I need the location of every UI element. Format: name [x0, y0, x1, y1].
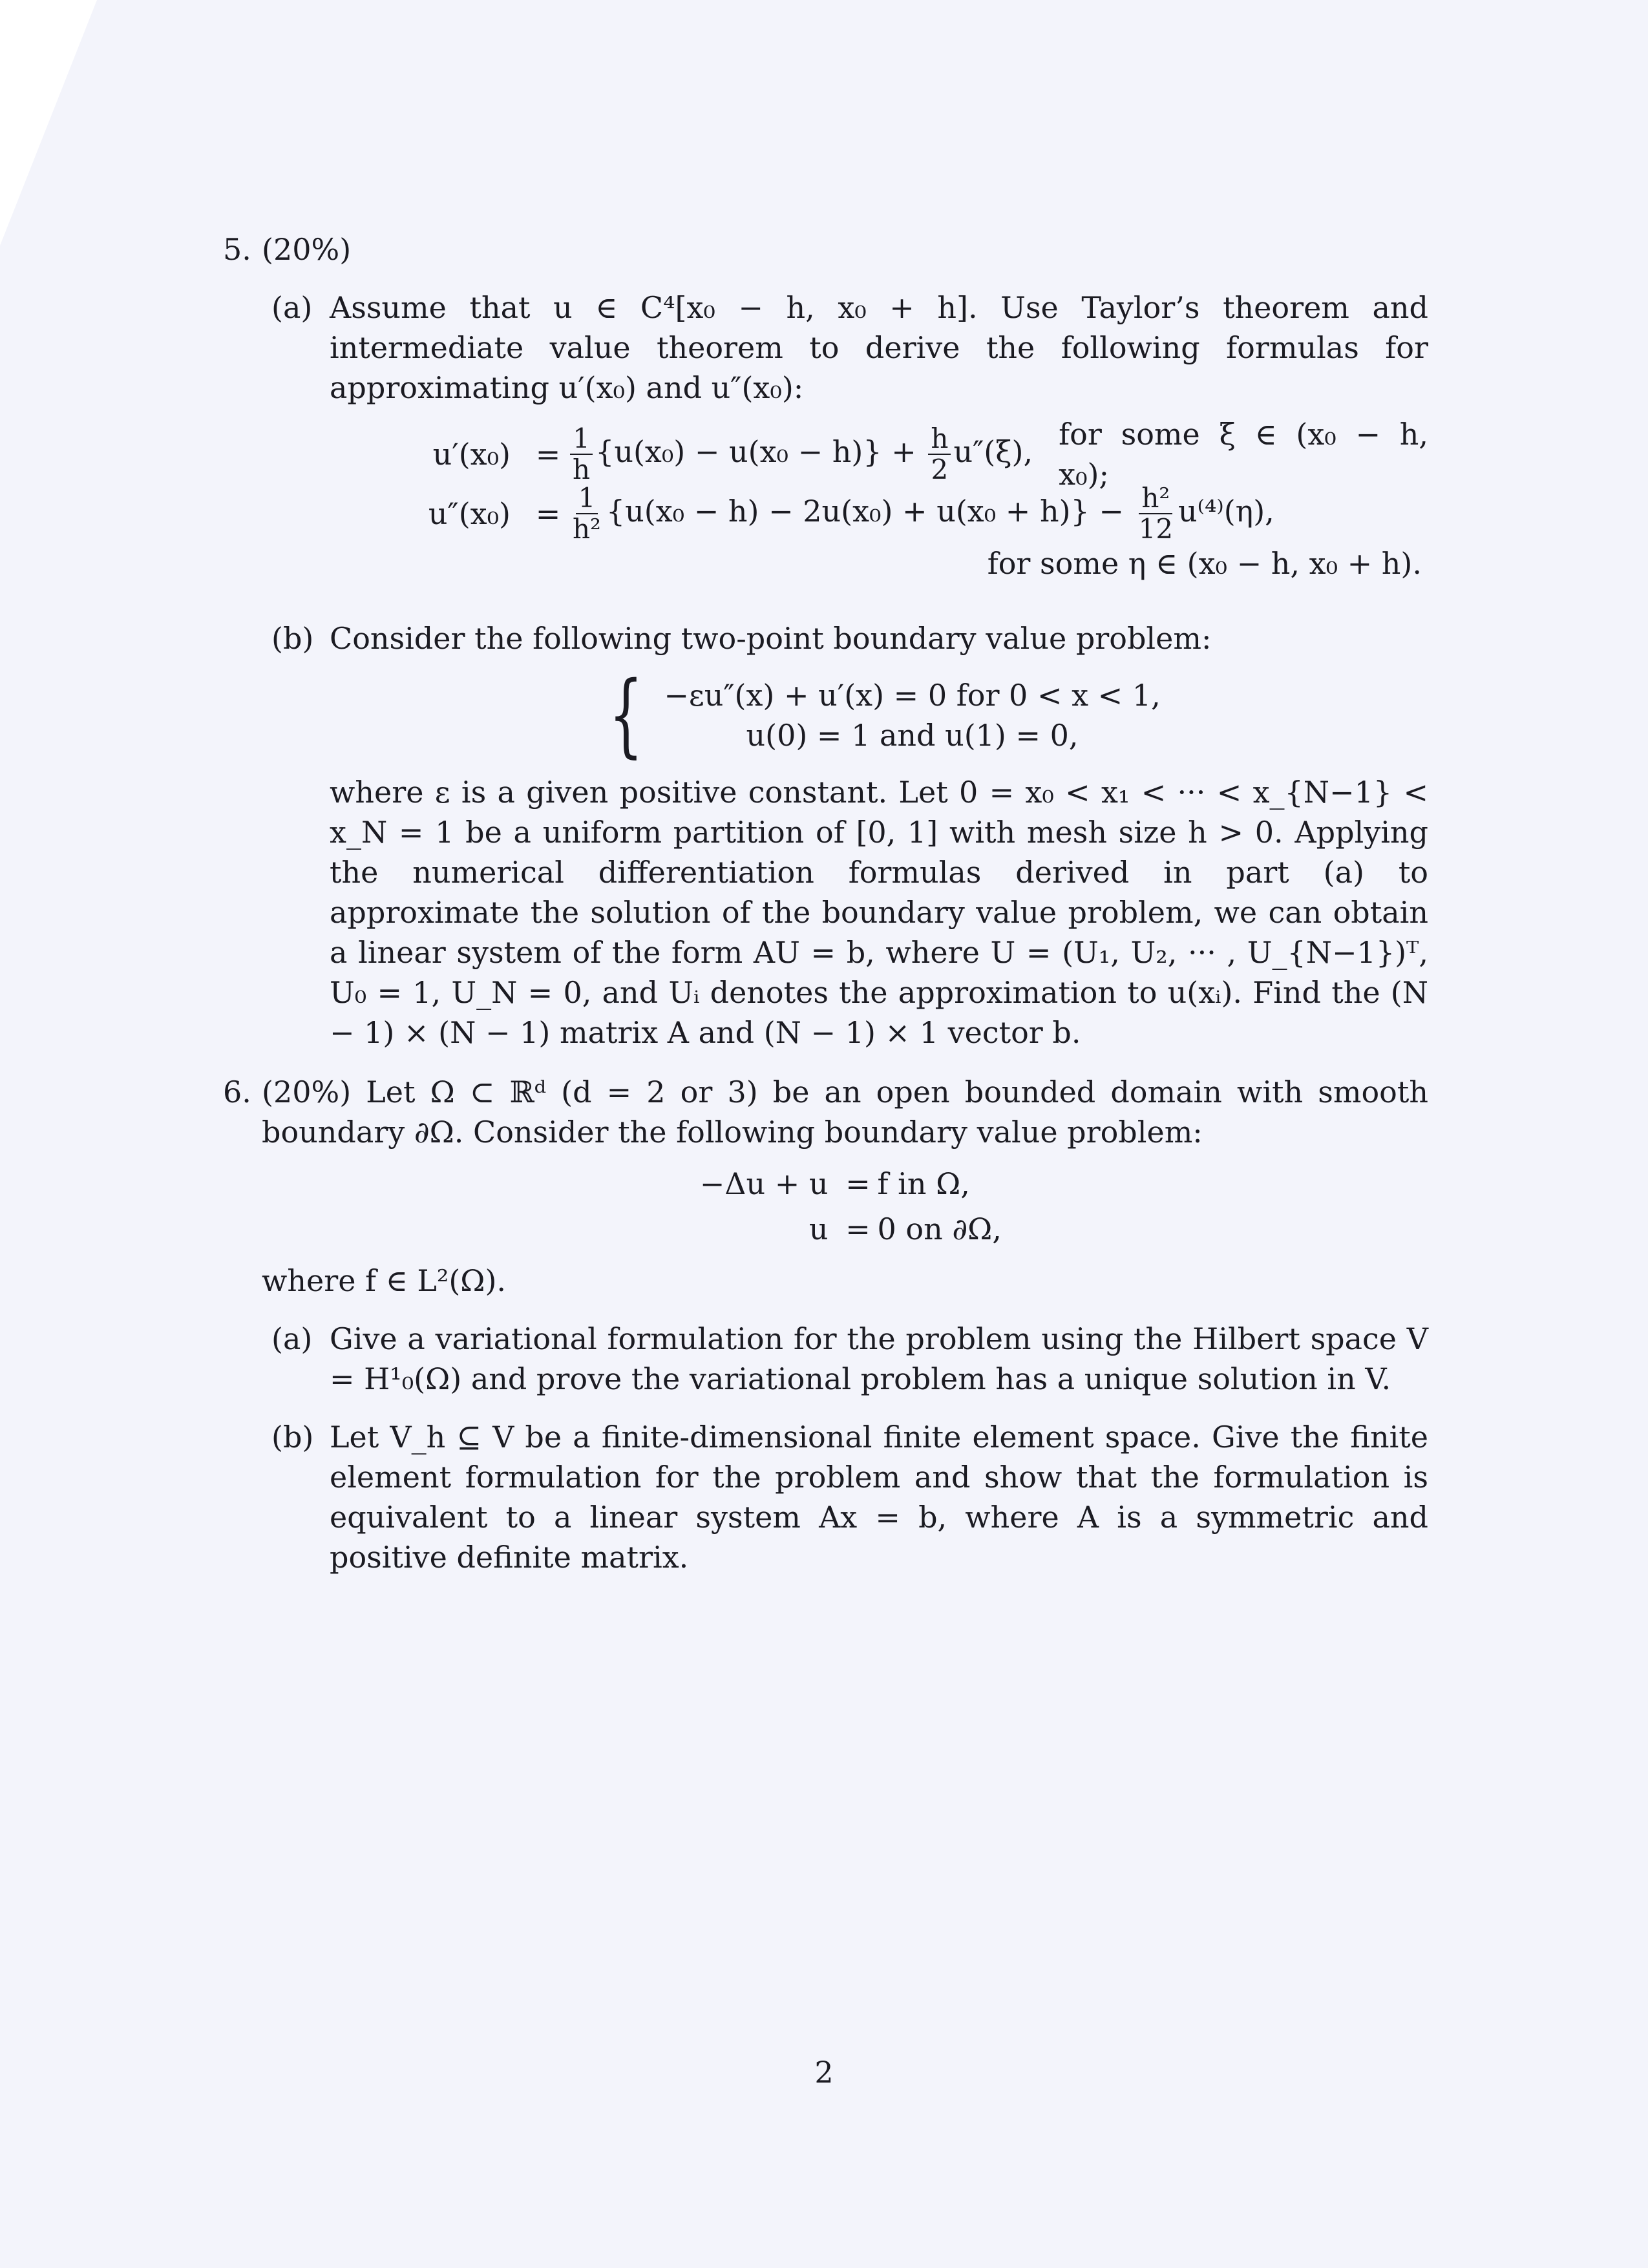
- question-5-number: 5.: [223, 232, 251, 267]
- pde2-lhs: u: [808, 1212, 829, 1246]
- taylor-formulas: [330, 417, 1428, 583]
- eq2-rhs: {u(x₀ − h) − 2u(x₀) + u(x₀ + h)} −: [606, 494, 1134, 529]
- folded-corner: [0, 0, 97, 246]
- part-b-label: (b): [271, 621, 314, 656]
- question-5-header: [223, 229, 1428, 269]
- question-6-part-b: [271, 1417, 1428, 1577]
- formula-second-derivative: [330, 484, 1428, 543]
- eq2-tail: u⁽⁴⁾(η),: [1178, 494, 1274, 529]
- q6-part-b-text: Let V_h ⊆ V be a finite-dimensional finite element space. Give the finite element formulation for the problem and show that the formulation is equivalent to a linear system Ax = b, where A is a symmetric and positive definite matrix.: [330, 1420, 1428, 1575]
- eq2-condition: for some η ∈ (x₀ − h, x₀ + h).: [987, 546, 1422, 581]
- part-a-label: (a): [271, 290, 313, 325]
- boundary-value-problem: [330, 662, 1428, 768]
- page-number: 2: [814, 2055, 834, 2090]
- q6-part-a-text: Give a variational formulation for the problem using the Hilbert space V = H¹₀(Ω) and prove the variational problem has a unique solution in V.: [330, 1321, 1428, 1396]
- eq1-tail: u″(ξ),: [953, 434, 1033, 469]
- left-brace: {: [609, 662, 644, 768]
- bvp-equation: −εu″(x) + u′(x) = 0 for 0 < x < 1,: [664, 678, 1161, 713]
- eq1-fraction: $\frac{1}{h}$: [570, 424, 593, 485]
- eq2-lhs: u″(x₀): [428, 496, 511, 531]
- part-a-text: Assume that u ∈ C⁴[x₀ − h, x₀ + h]. Use Taylor’s theorem and intermediate value theorem to derive the following formulas for approximating u′(x₀) and u″(x₀):: [330, 290, 1428, 405]
- pde1-lhs: −Δu + u: [699, 1166, 829, 1201]
- eq1-rhs: {u(x₀) − u(x₀ − h)} +: [595, 434, 926, 469]
- pde1-rhs: f in Ω,: [877, 1166, 970, 1201]
- eq1-lhs: u′(x₀): [432, 437, 511, 472]
- question-5-part-b: [271, 618, 1428, 1053]
- eq1-condition: for some ξ ∈ (x₀ − h, x₀);: [1059, 417, 1428, 492]
- question-5-part-a: [271, 288, 1428, 600]
- pde1-equals: =: [845, 1166, 871, 1201]
- pde2-rhs: 0 on ∂Ω,: [877, 1212, 1002, 1246]
- question-5-weight: (20%): [262, 232, 352, 267]
- eq1-fraction-2: $\frac{h}{2}$: [928, 424, 951, 485]
- pde-system: [223, 1164, 1428, 1249]
- question-6-intro: (20%) Let Ω ⊂ ℝᵈ (d = 2 or 3) be an open bounded domain with smooth boundary ∂Ω. Consider the following boundary value problem:: [262, 1075, 1428, 1150]
- exam-page: [223, 229, 1428, 1577]
- eq1-equals: =: [535, 437, 561, 472]
- eq2-fraction-2: $\frac{\text{h²}}{12}$: [1138, 482, 1174, 545]
- question-5: [223, 229, 1428, 1053]
- eq2-fraction: $\frac{1}{\text{h²}}$: [573, 482, 601, 545]
- formula-first-derivative: [330, 417, 1428, 492]
- bvp-boundary: u(0) = 1 and u(1) = 0,: [746, 718, 1079, 753]
- part-b-intro: Consider the following two-point boundary value problem:: [330, 621, 1212, 656]
- eq2-equals: =: [535, 496, 561, 531]
- pde2-equals: =: [845, 1212, 871, 1246]
- q6-part-b-label: (b): [271, 1420, 314, 1454]
- q6-part-a-label: (a): [271, 1321, 313, 1356]
- part-b-text: where ε is a given positive constant. Let 0 = x₀ < x₁ < ··· < x_{N−1} < x_N = 1 be a uniform partition of [0, 1] with mesh size h > 0. Applying the numerical differentiation formulas derived in part (a) to approximate the solution of the boundary value problem, we can obtain a linear system of the form AU = b, where U = (U₁, U₂, ··· , U_{N−1})ᵀ, U₀ = 1, U_N = 0, and Uᵢ denotes the approximation to u(xᵢ). Find the (N − 1) × (N − 1) matrix A and (N − 1) × 1 vector b.: [330, 775, 1428, 1050]
- question-6-where: where f ∈ L²(Ω).: [262, 1263, 507, 1298]
- question-6: [223, 1072, 1428, 1577]
- question-6-number: 6.: [223, 1075, 251, 1109]
- question-6-header: [223, 1072, 1428, 1152]
- question-6-part-a: [271, 1319, 1428, 1399]
